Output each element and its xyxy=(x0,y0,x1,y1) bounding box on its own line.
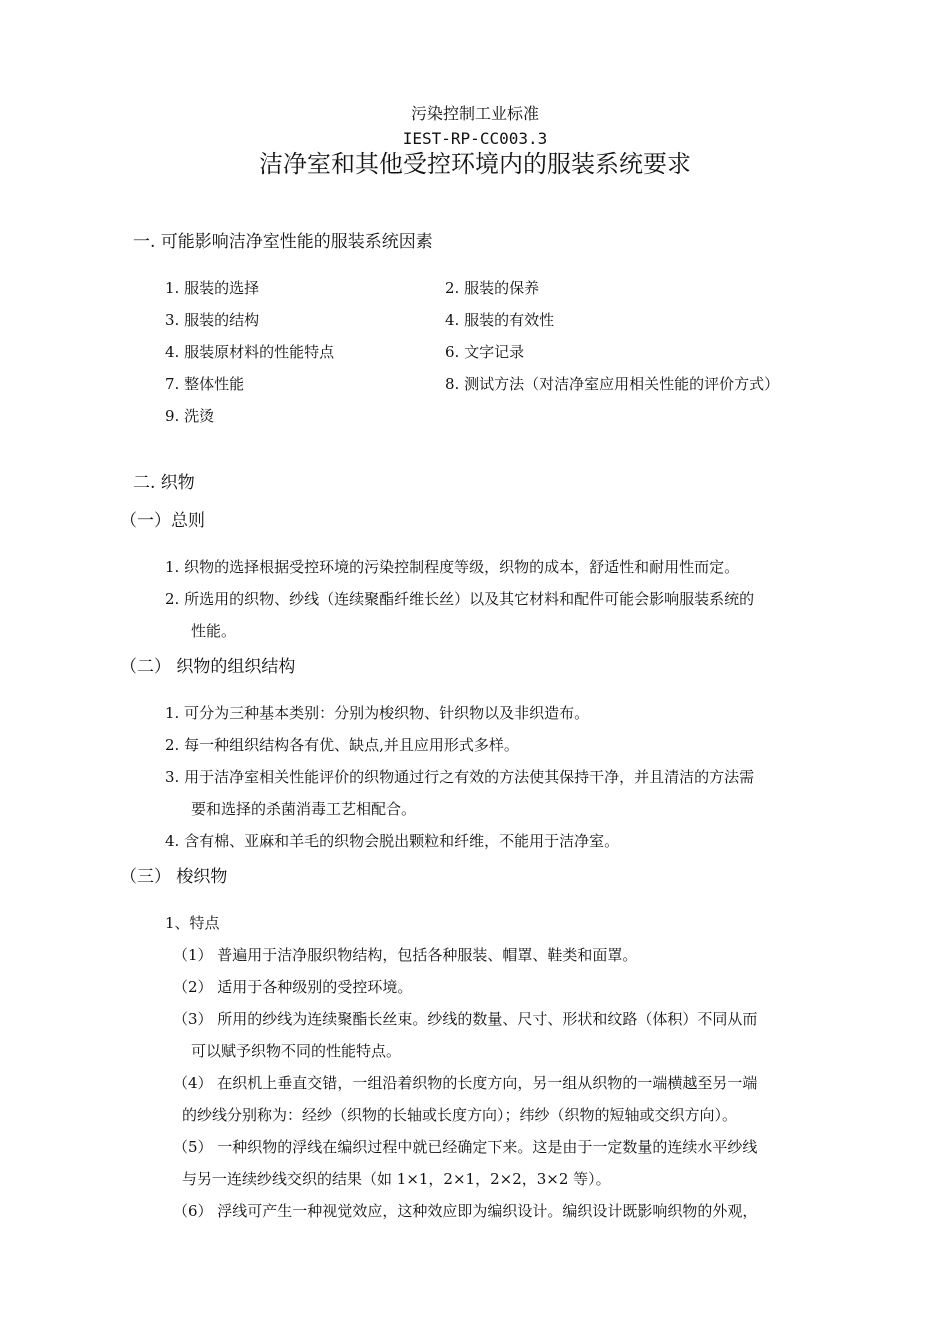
list-item: 3. 服装的结构 xyxy=(165,311,260,329)
point-heading: 1、特点 xyxy=(165,914,220,932)
list-item-continuation: 可以赋予织物不同的性能特点。 xyxy=(191,1042,402,1060)
list-item-continuation: 与另一连续纱线交织的结果（如 1×1，2×1，2×2，3×2 等）。 xyxy=(182,1170,611,1188)
list-item: 4. 含有棉、亚麻和羊毛的织物会脱出颗粒和纤维，不能用于洁净室。 xyxy=(165,832,620,850)
list-item-continuation: 性能。 xyxy=(191,622,237,640)
section-1-heading: 一. 可能影响洁净室性能的服装系统因素 xyxy=(133,232,433,252)
list-item: 2. 每一种组织结构各有优、缺点,并且应用形式多样。 xyxy=(165,736,519,754)
list-item: 1. 服装的选择 xyxy=(165,279,260,297)
list-item: 4. 服装的有效性 xyxy=(445,311,555,329)
section-2-heading: 二. 织物 xyxy=(133,473,195,493)
list-item: （1） 普遍用于洁净服织物结构，包括各种服装、帽罩、鞋类和面罩。 xyxy=(173,946,638,964)
list-item: 4. 服装原材料的性能特点 xyxy=(165,343,335,361)
list-item: 3. 用于洁净室相关性能评价的织物通过行之有效的方法使其保持干净，并且清洁的方法需 xyxy=(165,768,755,786)
list-item: 6. 文字记录 xyxy=(445,343,525,361)
list-item: 7. 整体性能 xyxy=(165,375,245,393)
list-item: （4） 在织机上垂直交错，一组沿着织物的长度方向，另一组从织物的一端横越至另一端 xyxy=(173,1074,758,1092)
list-item: 1. 可分为三种基本类别：分别为梭织物、针织物以及非织造布。 xyxy=(165,704,590,722)
list-item: （5） 一种织物的浮线在编织过程中就已经确定下来。这是由于一定数量的连续水平纱线 xyxy=(173,1138,758,1156)
subsection-heading: （一）总则 xyxy=(120,511,205,531)
list-item: 2. 服装的保养 xyxy=(445,279,540,297)
document-title: 洁净室和其他受控环境内的服装系统要求 xyxy=(259,150,691,178)
list-item: （2） 适用于各种级别的受控环境。 xyxy=(173,978,413,996)
list-item-continuation: 要和选择的杀菌消毒工艺相配合。 xyxy=(191,800,417,818)
list-item: 9. 洗烫 xyxy=(165,407,215,425)
subsection-heading: （二） 织物的组织结构 xyxy=(120,657,296,677)
list-item: 2. 所选用的织物、纱线（连续聚酯纤维长丝）以及其它材料和配件可能会影响服装系统的 xyxy=(165,590,755,608)
list-item: （3） 所用的纱线为连续聚酯长丝束。纱线的数量、尺寸、形状和纹路（体积）不同从而 xyxy=(173,1010,758,1028)
list-item-continuation: 的纱线分别称为：经纱（织物的长轴或长度方向）；纬纱（织物的短轴或交织方向）。 xyxy=(182,1106,738,1124)
list-item: 1. 织物的选择根据受控环境的污染控制程度等级，织物的成本，舒适性和耐用性而定。 xyxy=(165,558,740,576)
list-item: 8. 测试方法（对洁净室应用相关性能的评价方式） xyxy=(445,375,780,393)
standard-category: 污染控制工业标准 xyxy=(410,104,539,123)
list-item: （6） 浮线可产生一种视觉效应，这种效应即为编织设计。编织设计既影响织物的外观， xyxy=(173,1202,758,1220)
standard-code: IEST-RP-CC003.3 xyxy=(402,129,548,148)
subsection-heading: （三） 梭织物 xyxy=(120,867,228,887)
